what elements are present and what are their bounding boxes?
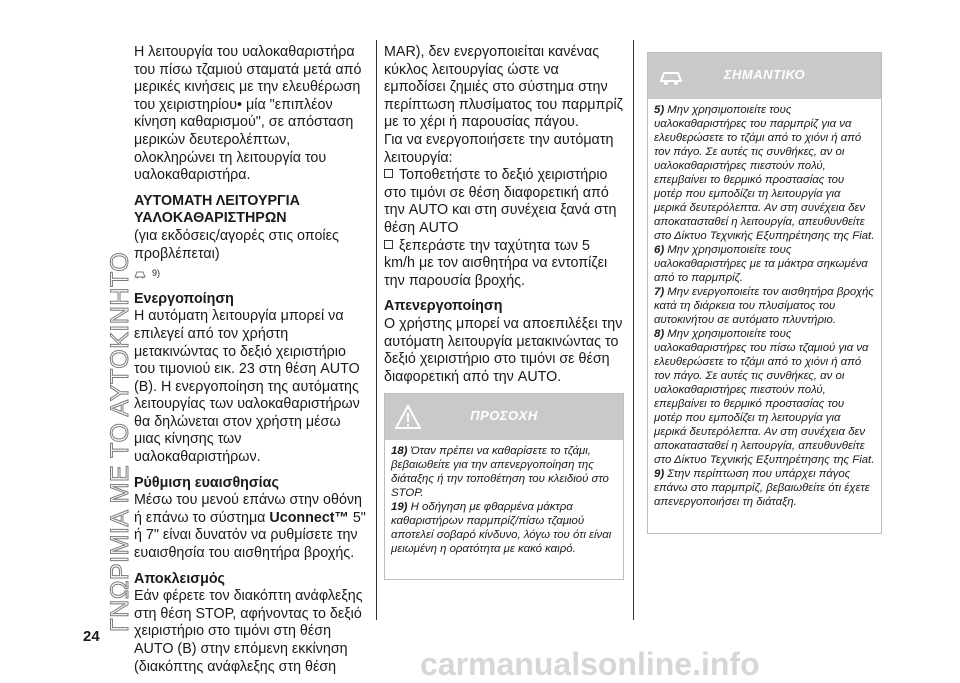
important-body	[648, 99, 881, 515]
heading-sensitivity: Ρύθμιση ευαισθησίας	[134, 474, 279, 491]
side-title-text: ΓΝΩΡΙΜΙΑ ΜΕ ΤΟ ΑΥΤΟΚΙΝΗΤΟ	[106, 251, 134, 632]
watermark-footer: carmanualsonline.info	[420, 646, 760, 682]
important-box	[647, 52, 882, 534]
important-item: 8) Μην χρησιμοποιείτε τους υαλοκαθαριστήρες του πίσω τζαμιού για να ελευθερώσετε το τζάμι από το χιόνι ή από τον πάγο. Σε αυτές τις συνθήκες, αν οι υαλοκαθαριστήρες πιεστούν πολύ, επεμβαίνει το θερμικό προστασίας του μοτέρ που εμποδίζει τη λειτουργία για μερικά δευτερόλεπτα. Αν στη συνέχεια δεν αποκατασταθεί η λειτουργία, απευθυνθείτε στο Δίκτυο Τεχνικής Εξυπηρέτησης της Fiat.	[654, 328, 875, 466]
column-divider	[376, 40, 377, 620]
important-header	[648, 53, 881, 99]
bullet-square-icon	[384, 169, 393, 178]
note-reference	[134, 265, 370, 283]
important-item: 9) Στην περίπτωση που υπάρχει πάγος επάνω στο παρμπρίζ, βεβαιωθείτε ότι έχετε απενεργοποιήσει τη διάταξη.	[654, 468, 870, 508]
sensitivity-paragraph: Μέσω του μενού επάνω στην οθόνη ή επάνω το σύστημα Uconnect™ 5" ή 7" είναι δυνατόν να ρυθμίσετε την ευαισθησία του αισθητήρα βροχής.	[134, 492, 366, 562]
page-number: 24	[83, 628, 100, 645]
deactivation-paragraph: Ο χρήστης μπορεί να αποεπιλέξει την αυτόματη λειτουργία μετακινώντας το δεξιό χειριστήριο στο τιμόνι σε θέση διαφορετική από την AUTO.	[384, 315, 623, 385]
important-title: ΣΗΜΑΝΤΙΚΟ	[723, 67, 806, 82]
warning-header	[385, 394, 623, 440]
car-icon	[134, 268, 146, 279]
lockout-paragraph: Εάν φέρετε τον διακόπτη ανάφλεξης στη θέση STOP, αφήνοντας το δεξιό χειριστήριο στο τιμόνι στη θέση AUTO (B) στην επόμενη εκκίνηση (διακόπτης ανάφλεξης στη θέση	[134, 588, 363, 675]
intro-paragraph: Η λειτουργία του υαλοκαθαριστήρα του πίσω τζαμιού σταματά μετά από μερικές κινήσεις με την ελευθέρωση του χειριστηρίου• μία "επιπλέον κίνηση καθαρισμού", σε απόσταση μερικών δευτερολέπτων, ολοκληρώνει τη λειτουργία του υαλοκαθαριστήρα.	[134, 44, 362, 184]
heading-deactivation: Απενεργοποίηση	[384, 298, 503, 315]
column-divider	[633, 40, 634, 620]
continued-paragraph: MAR), δεν ενεργοποιείται κανένας κύκλος λειτουργίας ώστε να εμποδίσει ζημιές στο σύστημα στην περίπτωση πλυσίματος του παρμπρίζ με το χέρι ή παρουσίας πάγου.	[384, 44, 623, 131]
column-1	[134, 44, 370, 676]
bullet-item: ξεπεράστε την ταχύτητα των 5 km/h με τον αισθητήρα να εντοπίζει την παρουσία βροχής.	[384, 237, 608, 289]
warning-box	[384, 393, 624, 580]
warning-title: ΠΡΟΣΟΧΗ	[470, 408, 538, 423]
important-item: 7) Μην ενεργοποιείτε τον αισθητήρα βροχής κατά τη διάρκεια του πλυσίματος του αυτοκινήτου σε αυτόματο πλυντήριο.	[654, 286, 874, 326]
heading-auto-wipers: ΑΥΤΟΜΑΤΗ ΛΕΙΤΟΥΡΓΙΑ ΥΑΛΟΚΑΘΑΡΙΣΤΗΡΩΝ	[134, 192, 300, 227]
warning-item: 18) Όταν πρέπει να καθαρίσετε το τζάμι, βεβαιωθείτε για την απενεργοποίηση της διάταξης ή την τοποθέτηση του κλειδιού στο STOP.	[391, 445, 609, 499]
enable-intro: Για να ενεργοποιήσετε την αυτόματη λειτουργία:	[384, 131, 614, 166]
important-item: 6) Μην χρησιμοποιείτε τους υαλοκαθαριστήρες με τα μάκτρα σηκωμένα από το παρμπρίζ.	[654, 244, 868, 284]
heading-activation: Ενεργοποίηση	[134, 290, 234, 307]
section-side-title	[76, 40, 134, 640]
availability-note: (για εκδόσεις/αγορές στις οποίες προβλέπεται)	[134, 227, 339, 262]
activation-paragraph: Η αυτόματη λειτουργία μπορεί να επιλεγεί από τον χρήστη μετακινώντας το δεξιό χειριστήριο του τιμονιού εικ. 23 στη θέση AUTO (B). Η ενεργοποίηση της αυτόματης λειτουργίας των υαλοκαθαριστήρων θα δηλώνεται στον χρήστη μέσω μιας κίνησης των υαλοκαθαριστήρων.	[134, 308, 360, 466]
bullet-item: Τοποθετήστε το δεξιό χειριστήριο στο τιμόνι σε θέση διαφορετική από την AUTO και στη συνέχεια ξανά στη θέση AUTO	[384, 167, 617, 236]
note-ref-number: 9)	[152, 268, 161, 279]
warning-item: 19) Η οδήγηση με φθαρμένα μάκτρα καθαριστήρων παρμπρίζ/πίσω τζαμιού αποτελεί σοβαρό κίνδυνο, λόγω του ότι είναι μειωμένη η ορατότητα με κακό καιρό.	[391, 501, 612, 555]
warning-body	[385, 440, 623, 562]
important-item: 5) Μην χρησιμοποιείτε τους υαλοκαθαριστήρες του παρμπρίζ για να ελευθερώσετε το τζάμι από το χιόνι ή από τον πάγο. Σε αυτές τις συνθήκες, αν οι υαλοκαθαριστήρες πιεστούν πολύ, επεμβαίνει το θερμικό προστασίας του μοτέρ που εμποδίζει τη λειτουργία για μερικά δευτερόλεπτα. Αν στη συνέχεια δεν αποκατασταθεί η λειτουργία, απευθυνθείτε στο Δίκτυο Τεχνικής Εξυπηρέτησης της Fiat.	[654, 104, 875, 242]
bullet-square-icon	[384, 240, 393, 249]
uconnect-brand: Uconnect™	[269, 509, 349, 526]
heading-lockout: Αποκλεισμός	[134, 570, 225, 587]
column-2	[384, 44, 624, 386]
